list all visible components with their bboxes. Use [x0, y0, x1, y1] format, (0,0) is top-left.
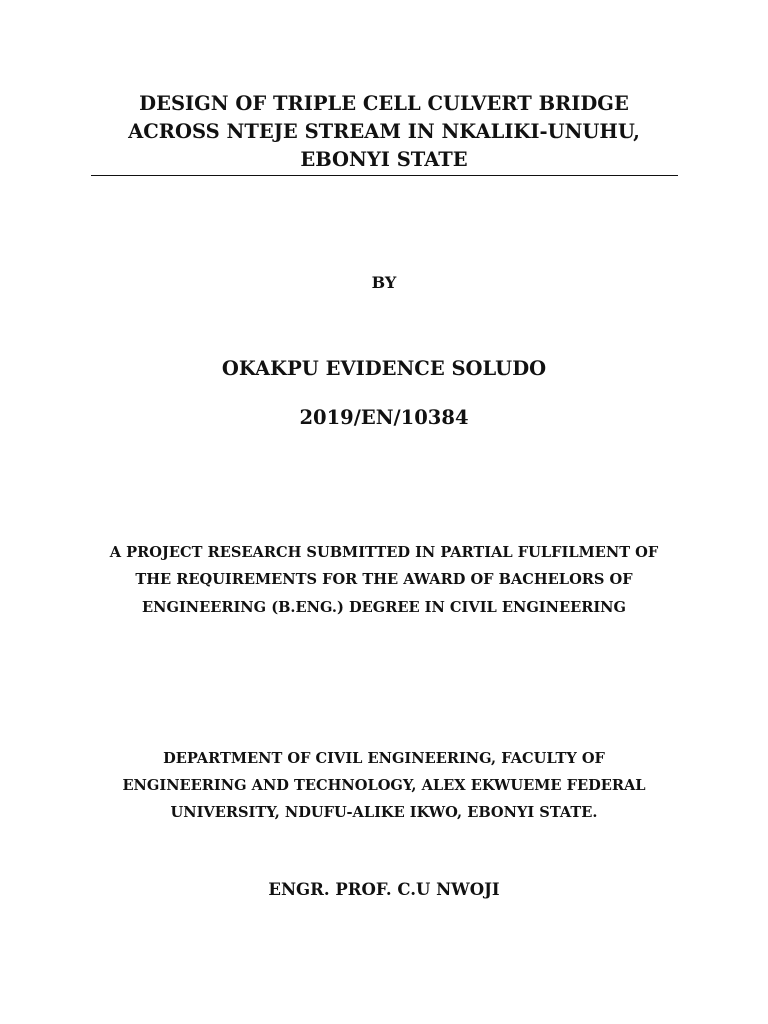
department-line-2: ENGINEERING AND TECHNOLOGY, ALEX EKWUEME FEDERAL — [122, 777, 646, 794]
submission-line-3: ENGINEERING (B.ENG.) DEGREE IN CIVIL ENGINEERING — [142, 599, 626, 616]
author-name: OKAKPU EVIDENCE SOLUDO — [221, 357, 547, 380]
registration-number: 2019/EN/10384 — [299, 406, 469, 429]
by-label: BY — [371, 273, 397, 292]
submission-line-2: THE REQUIREMENTS FOR THE AWARD OF BACHELORS OF — [135, 571, 633, 588]
title-line-2: ACROSS NTEJE STREAM IN NKALIKI-UNUHU, — [128, 120, 640, 143]
department-line-3: UNIVERSITY, NDUFU-ALIKE IKWO, EBONYI STATE. — [170, 804, 598, 821]
supervisor-name: ENGR. PROF. C.U NWOJI — [268, 880, 500, 899]
title-line-3: EBONYI STATE — [300, 148, 468, 171]
title-underline — [91, 175, 678, 176]
submission-line-1: A PROJECT RESEARCH SUBMITTED IN PARTIAL FULFILMENT OF — [109, 544, 659, 561]
title-line-1: DESIGN OF TRIPLE CELL CULVERT BRIDGE — [139, 92, 629, 115]
department-line-1: DEPARTMENT OF CIVIL ENGINEERING, FACULTY OF — [163, 750, 605, 767]
